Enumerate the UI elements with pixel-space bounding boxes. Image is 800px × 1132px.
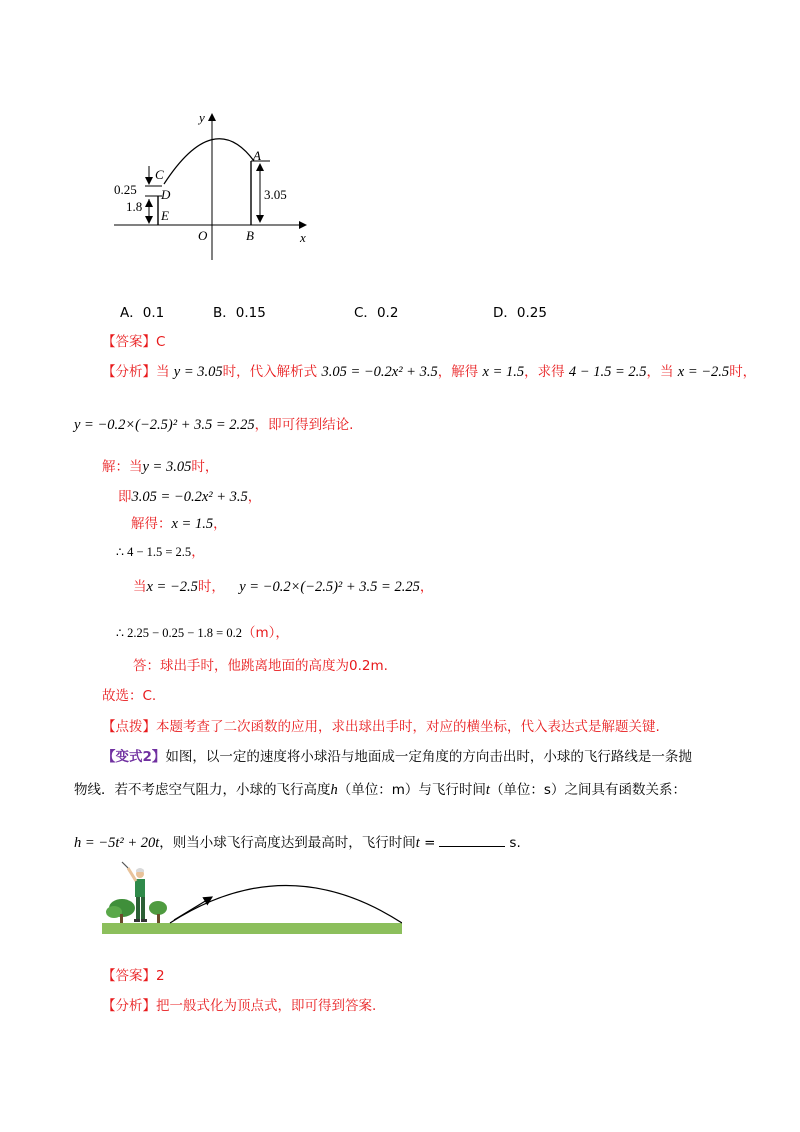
choice-c: C．0.2: [354, 305, 399, 321]
label-y: y: [199, 110, 205, 125]
analysis-line-1: 【分析】当 y = 3.05时，代入解析式 3.05 = −0.2x² + 3.5，解得 x = 1.5，求得 4 − 1.5 = 2.5，当 x = −2.5时，: [102, 364, 757, 380]
select-line: 故选：C.: [102, 688, 157, 704]
label-025: 0.25: [114, 182, 137, 197]
label-x: x: [300, 230, 306, 245]
q2-line-1: 【变式2】如图，以一定的速度将小球沿与地面成一定角度的方向击出时，小球的飞行路线是一条抛: [102, 749, 692, 765]
solution-line-4: ∴ 4 − 1.5 = 2.5，: [116, 544, 205, 560]
choice-d: D．0.25: [493, 305, 547, 321]
solution-line-3: 解得：x = 1.5，: [131, 516, 227, 532]
choice-a: A．0.1: [120, 305, 165, 321]
ground: [102, 923, 402, 934]
label-305: 3.05: [264, 187, 287, 202]
label-d: D: [161, 187, 171, 202]
direction-arrow: [174, 897, 212, 920]
label-b: B: [246, 228, 254, 243]
label-o: O: [198, 228, 208, 243]
q2-analysis-line: 【分析】把一般式化为顶点式，即可得到答案.: [102, 998, 377, 1014]
ball-path: [164, 139, 254, 184]
solution-line-2: 即3.05 = −0.2x² + 3.5，: [118, 489, 262, 505]
solution-line-6: ∴ 2.25 − 0.25 − 1.8 = 0.2（m），: [116, 625, 289, 641]
choice-b: B．0.15: [213, 305, 266, 321]
label-a: A: [253, 148, 261, 163]
answer-line: 【答案】C: [102, 334, 166, 350]
answer-blank: [439, 834, 505, 847]
label-18: 1.8: [126, 199, 143, 214]
q2-answer-line: 【答案】2: [102, 968, 165, 984]
q2-line-3: h = −5t² + 20t，则当小球飞行高度达到最高时，飞行时间t = s.: [74, 835, 521, 851]
golf-figure: [102, 860, 402, 938]
trajectory-diagram: [108, 104, 328, 266]
q2-line-2: 物线．若不考虑空气阻力，小球的飞行高度h（单位：m）与飞行时间t（单位：s）之间具有函数关系：: [74, 782, 686, 798]
analysis-line-2: y = −0.2×(−2.5)² + 3.5 = 2.25，即可得到结论.: [74, 417, 354, 433]
label-e: E: [161, 208, 169, 223]
solution-answer: 答：球出手时，他跳离地面的高度为0.2m.: [133, 658, 388, 674]
ball-trajectory: [170, 886, 402, 924]
tip-line: 【点拨】本题考查了二次函数的应用，求出球出手时，对应的横坐标，代入表达式是解题关键.: [102, 719, 660, 735]
solution-line-1: 解：当y = 3.05时，: [102, 459, 219, 475]
solution-line-5: 当x = −2.5时， y = −0.2×(−2.5)² + 3.5 = 2.25，: [133, 579, 434, 595]
label-c: C: [155, 167, 164, 182]
